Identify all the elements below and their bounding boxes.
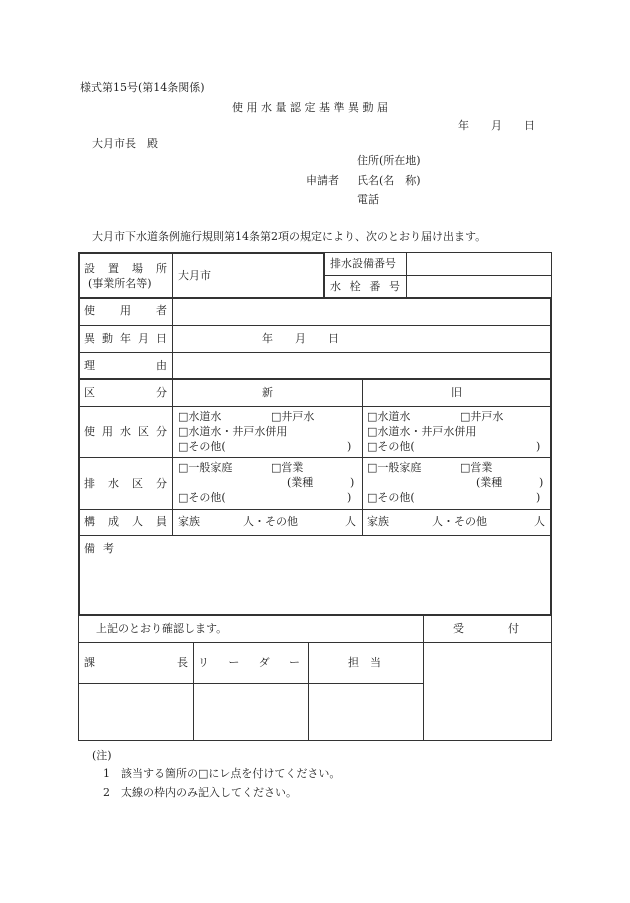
new-family-label: 家族 [178,515,200,528]
note-item: 1 該当する箇所の□にレ点を付けてください。 [103,767,341,780]
drain-no-field[interactable] [407,253,550,275]
drain-no-label: 排水設備番号 [330,257,396,270]
members-label: 構 成 人 員 [84,515,167,528]
new-industry-field[interactable]: (業種 [287,476,314,489]
old-business-checkbox[interactable]: □営業 [460,461,493,474]
phone-label: 電話 [357,193,379,206]
addressee: 大月市長 殿 [92,137,158,150]
new-home-checkbox[interactable]: □一般家庭 [178,461,233,474]
address-label: 住所(所在地) [357,154,421,167]
name-label: 氏名(名 称) [357,174,421,187]
note-item: 2 太線の枠内のみ記入してください。 [103,786,297,799]
remarks-field[interactable] [80,556,549,613]
location-value[interactable]: 大月市 [178,269,211,282]
staff-label: 担 当 [348,656,381,669]
reason-label: 理 由 [84,359,167,372]
notes-heading: (注) [92,749,112,762]
remarks-label: 備 考 [84,542,114,555]
reason-field[interactable] [173,353,549,378]
form-number: 様式第15号(第14条関係) [80,81,205,94]
old-drain-other-checkbox[interactable]: □その他( [367,491,415,504]
new-persons-label: 人 [345,515,356,528]
old-tap-checkbox[interactable]: □水道水 [367,410,411,423]
new-both-checkbox[interactable]: □水道水・井戸水併用 [178,425,288,438]
water-use-label: 使 用 水 区 分 [84,425,167,438]
intro-text: 大月市下水道条例施行規則第14条第2項の規定により、次のとおり届け出ます。 [92,230,487,243]
date-line: 年 月 日 [458,119,535,132]
paren: ) [350,476,355,489]
new-well-checkbox[interactable]: □井戸水 [271,410,315,423]
location-label: 設 置 場 所 [84,262,167,275]
chief-label: 課 長 [84,656,188,669]
old-both-checkbox[interactable]: □水道水・井戸水併用 [367,425,477,438]
new-business-checkbox[interactable]: □営業 [271,461,304,474]
location-sublabel: (事業所名等) [88,277,152,290]
new-water-other-checkbox[interactable]: □その他( [178,440,226,453]
applicant-label: 申請者 [306,174,339,187]
confirm-text: 上記のとおり確認します。 [96,622,228,635]
paren: ) [536,440,541,453]
old-industry-field[interactable]: (業種 [476,476,503,489]
leader-label: リ ー ダ ー [198,656,300,669]
reception-label: 受 付 [453,622,519,635]
new-header: 新 [262,386,273,399]
old-well-checkbox[interactable]: □井戸水 [460,410,504,423]
change-date-label: 異 動 年 月 日 [84,332,167,345]
new-drain-other-checkbox[interactable]: □その他( [178,491,226,504]
user-field[interactable] [173,299,549,324]
form-title: 使 用 水 量 認 定 基 準 異 動 届 [232,101,388,114]
new-tap-checkbox[interactable]: □水道水 [178,410,222,423]
hydrant-no-field[interactable] [407,276,550,297]
user-label: 使 用 者 [84,304,167,317]
drain-label: 排 水 区 分 [84,477,167,490]
old-home-checkbox[interactable]: □一般家庭 [367,461,422,474]
old-other-label: 人・その他 [432,515,487,528]
paren: ) [347,440,352,453]
new-other-label: 人・その他 [243,515,298,528]
old-water-other-checkbox[interactable]: □その他( [367,440,415,453]
paren: ) [539,476,544,489]
change-date-field[interactable]: 年 月 日 [262,332,339,345]
old-family-label: 家族 [367,515,389,528]
hydrant-no-label: 水 栓 番 号 [330,280,400,293]
category-label: 区 分 [84,386,167,399]
old-persons-label: 人 [534,515,545,528]
paren: ) [347,491,352,504]
paren: ) [536,491,541,504]
old-header: 旧 [451,386,462,399]
